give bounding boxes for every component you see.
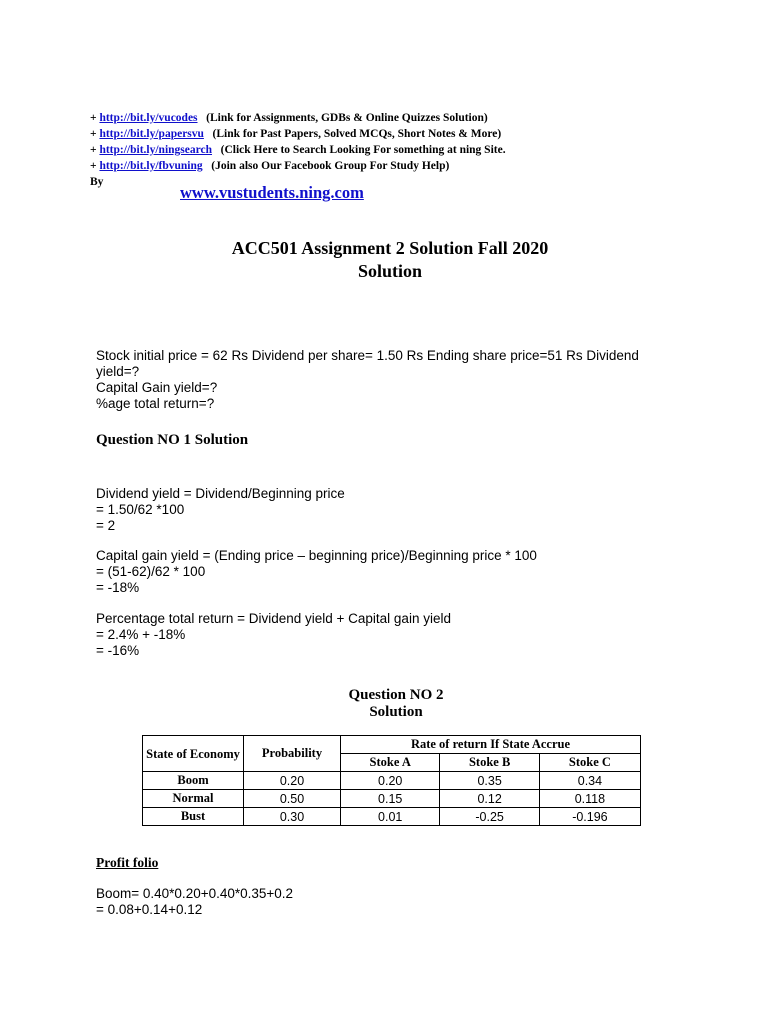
returns-table [142, 735, 641, 826]
link-description: (Link for Past Papers, Solved MCQs, Short Notes & More) [212, 128, 502, 140]
link-row: + http://bit.ly/ningsearch (Click Here to Search Looking For something at ning Site. [90, 144, 506, 156]
link-description: (Link for Assignments, GDBs & Online Quizzes Solution) [206, 112, 488, 124]
question-2-subheading: Solution [369, 704, 423, 720]
header-stoke-c: Stoke C [539, 754, 640, 772]
vucodes-link[interactable]: http://bit.ly/vucodes [99, 112, 198, 124]
table-row: Boom 0.20 0.20 0.35 0.34 [143, 772, 641, 790]
link-description: (Click Here to Search Looking For something at ning Site. [220, 144, 506, 156]
links-block [90, 110, 506, 190]
question-1-heading: Question NO 1 Solution [96, 432, 249, 448]
total-return-block: Percentage total return = Dividend yield + Capital gain yield = 2.4% + -18% = -16% [96, 611, 451, 658]
papersvu-link[interactable]: http://bit.ly/papersvu [99, 128, 204, 140]
page-title: ACC501 Assignment 2 Solution Fall 2020 [231, 238, 549, 258]
header-stoke-a: Stoke A [341, 754, 440, 772]
fbvuning-link[interactable]: http://bit.ly/fbvuning [99, 160, 203, 172]
problem-statement: Stock initial price = 62 Rs Dividend per share= 1.50 Rs Ending share price=51 Rs Dividend yield=? Capital Gain yield=? %age total return=? [96, 348, 639, 411]
dividend-yield-block: Dividend yield = Dividend/Beginning price = 1.50/62 *100 = 2 [96, 486, 345, 533]
question-2-heading: Question NO 2 [348, 687, 444, 703]
link-row: + http://bit.ly/vucodes (Link for Assignments, GDBs & Online Quizzes Solution) [90, 112, 488, 124]
table-row: Normal 0.50 0.15 0.12 0.118 [143, 790, 641, 808]
site-link[interactable]: www.vustudents.ning.com [180, 183, 364, 202]
header-state: State of Economy [143, 736, 244, 772]
header-rate: Rate of return If State Accrue [341, 736, 641, 754]
ningsearch-link[interactable]: http://bit.ly/ningsearch [99, 144, 213, 156]
table-row: Bust 0.30 0.01 -0.25 -0.196 [143, 808, 641, 826]
capital-gain-block: Capital gain yield = (Ending price – beginning price)/Beginning price * 100 = (51-62)/62 * 100 = -18% [96, 548, 537, 595]
link-row: + http://bit.ly/fbvuning (Join also Our Facebook Group For Study Help) [90, 160, 450, 172]
link-row: + http://bit.ly/papersvu (Link for Past Papers, Solved MCQs, Short Notes & More) [90, 128, 502, 140]
page-subtitle: Solution [357, 261, 423, 281]
header-stoke-b: Stoke B [440, 754, 539, 772]
portfolio-calculation: Boom= 0.40*0.20+0.40*0.35+0.2 = 0.08+0.14+0.12 [96, 886, 294, 917]
portfolio-heading: Profit folio [96, 855, 159, 870]
by-label: By [90, 176, 104, 188]
header-probability: Probability [244, 736, 341, 772]
link-description: (Join also Our Facebook Group For Study Help) [211, 160, 450, 172]
